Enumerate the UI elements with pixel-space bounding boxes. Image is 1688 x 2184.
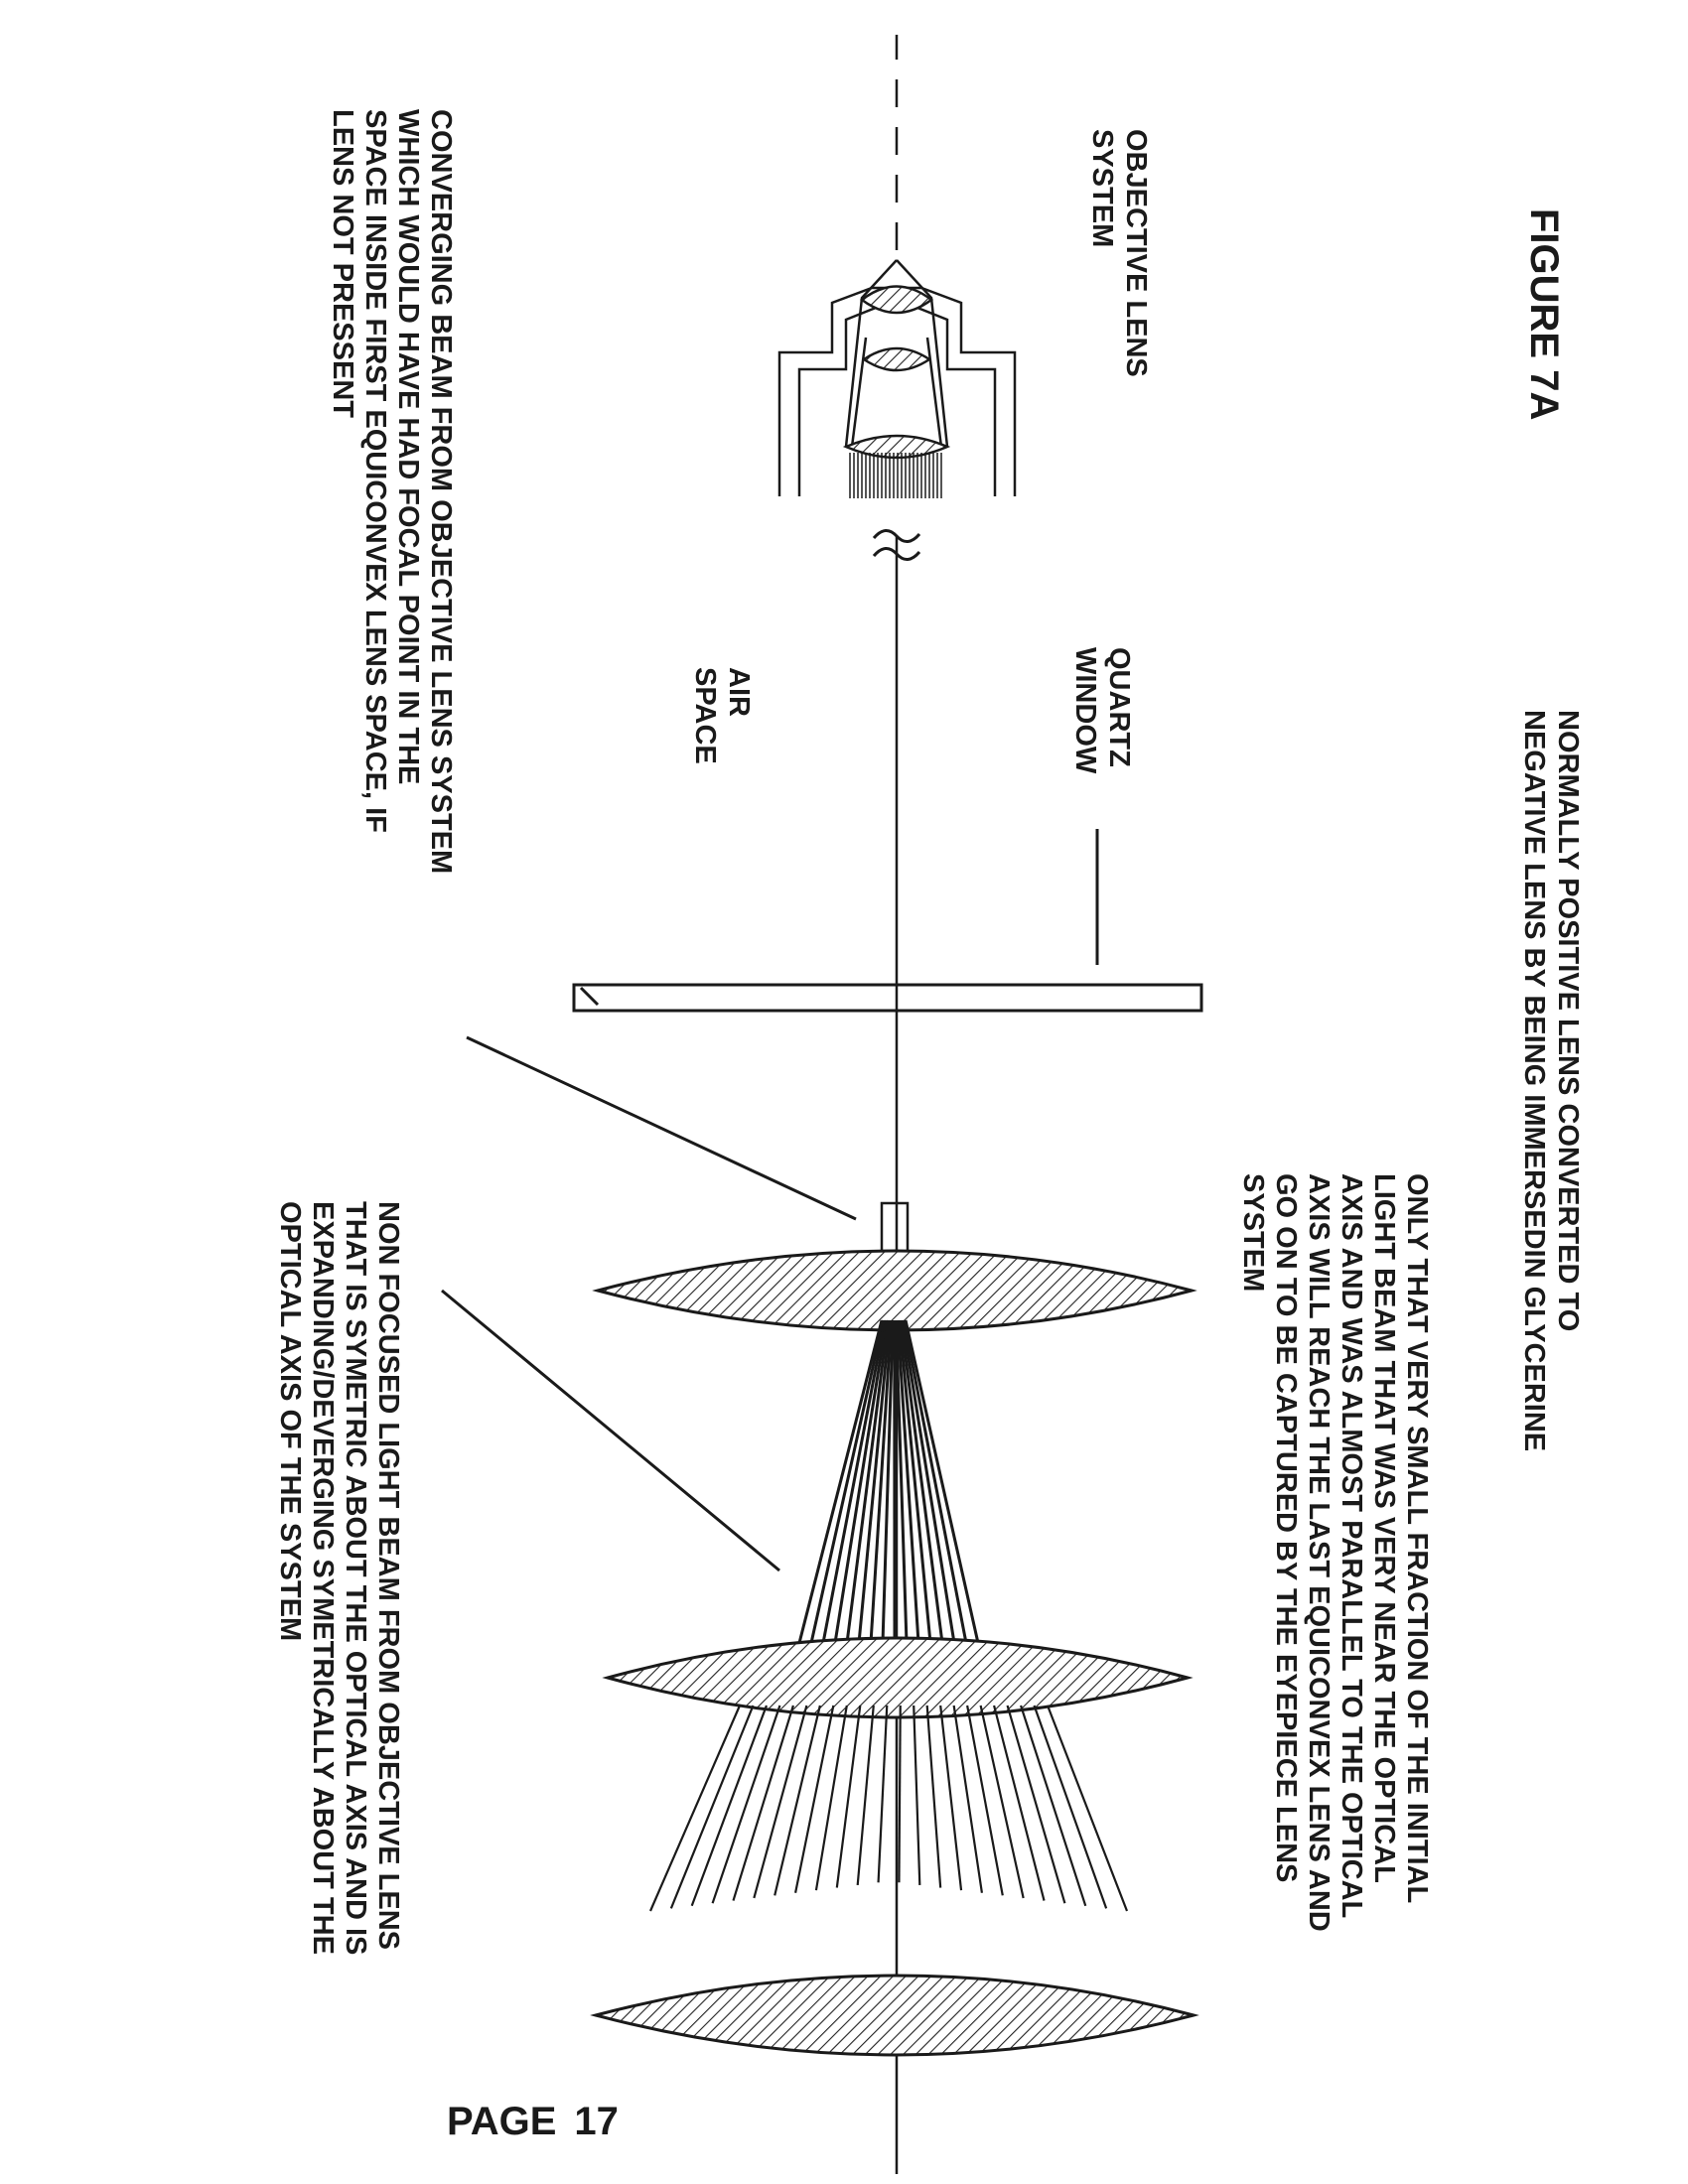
non-focused-beam-annotation	[274, 1201, 404, 1963]
svg-text:AIRSPACE: AIRSPACE	[689, 667, 755, 764]
svg-text:QUARTZWINDOW: QUARTZWINDOW	[1069, 647, 1135, 774]
fan-ray	[650, 1706, 740, 1911]
converging-beam-leader	[467, 1037, 856, 1219]
fan-ray	[879, 1706, 888, 1882]
page-number	[447, 2100, 636, 2144]
svg-text:ONLY THAT VERY SMALL FRACTION: ONLY THAT VERY SMALL FRACTION OF THE INITIAL LIGHT BEAM THAT WAS VERY NEAR THE OPTICAL AXIS AND WAS ALMOST PARALLEL TO THE OPTICAL AXIS WILL REACH THE LAST EQUICONVEX LENS AND GO ON TO BE CAPTURED BY THE EYEPIECE LENS SYSTEM	[1237, 1173, 1433, 1932]
svg-text:OBJECTIVE LENSSYSTEM: OBJECTIVE LENSSYSTEM	[1086, 129, 1152, 377]
quartz-window-label	[1069, 647, 1135, 774]
objective-output-rays	[850, 453, 941, 498]
non-focused-beam-leader	[442, 1291, 779, 1570]
fan-ray	[899, 1706, 900, 1882]
page-label: PAGE	[447, 2100, 557, 2143]
first-equiconvex-lens	[598, 1251, 1192, 1330]
svg-text:FIGURE 7A: FIGURE 7A	[1522, 208, 1566, 421]
diverging-cone-rays	[799, 1320, 978, 1643]
third-equiconvex-lens	[596, 1976, 1194, 2055]
expanding-beam-rays	[650, 1706, 1127, 1911]
cone-ray	[903, 1320, 954, 1643]
air-space-label	[689, 667, 755, 764]
svg-text:CONVERGING BEAM FROM OBJECTIVE: CONVERGING BEAM FROM OBJECTIVE LENS SYSTEM WHICH WOULD HAVE HAD FOCAL POINT IN THE SPACE INSIDE FIRST EQUICONVEX LENS SPACE, IF LENS NOT PRESSENT	[327, 109, 457, 875]
header-note	[1518, 710, 1584, 1451]
svg-text:NON FOCUSED LIGHT BEAM FROM OB: NON FOCUSED LIGHT BEAM FROM OBJECTIVE LENS THAT IS SYMETRIC ABOUT THE OPTICAL AXIS AND IS EXPANDING/DEVERGING SYMETRICALLY ABOUT THE OPTICAL AXIS OF THE SYSTEM	[274, 1201, 404, 1956]
fan-ray	[837, 1706, 860, 1888]
converging-beam-annotation	[327, 109, 457, 882]
cone-ray	[835, 1320, 887, 1643]
fan-ray	[816, 1706, 847, 1890]
fan-ray	[692, 1706, 767, 1906]
page-number-value: 17	[574, 2100, 619, 2143]
fan-ray	[1048, 1706, 1127, 1911]
fan-ray	[858, 1706, 874, 1885]
cone-ray	[799, 1320, 882, 1643]
svg-text:NORMALLY POSITIVE LENS CONVERT: NORMALLY POSITIVE LENS CONVERTED TONEGATIVE LENS BY BEING IMMERSEDIN GLYCERINE	[1518, 710, 1584, 1452]
quartz-window	[574, 985, 1201, 1011]
fan-ray	[914, 1706, 919, 1885]
small-fraction-annotation	[1237, 1173, 1433, 1940]
fan-ray	[1035, 1706, 1107, 1908]
objective-lens-label	[1086, 129, 1152, 377]
objective-lens-element-2	[864, 348, 929, 370]
second-equiconvex-lens	[608, 1638, 1188, 1717]
fan-ray	[927, 1706, 940, 1888]
fan-ray	[713, 1706, 780, 1903]
fan-ray	[967, 1706, 1003, 1895]
figure-title	[1522, 208, 1566, 420]
fan-ray	[1021, 1706, 1085, 1906]
